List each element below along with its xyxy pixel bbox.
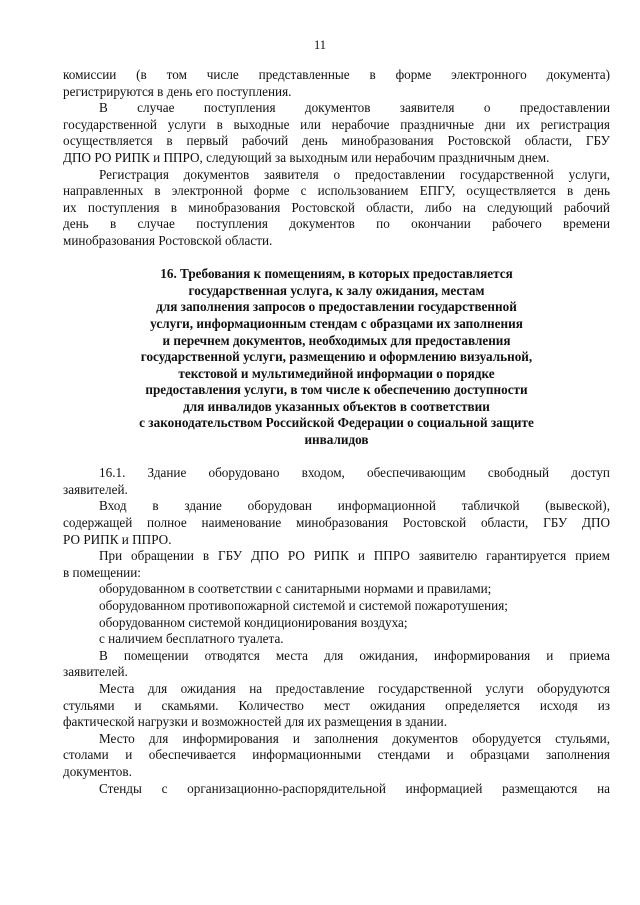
heading-line: услуги, информационным стендам с образцами их заполнения — [150, 315, 523, 331]
text-line: Место для информирования и заполнения документов оборудуется стульями, — [99, 730, 610, 746]
text-line: РО РИПК и ППРО. — [63, 531, 172, 547]
text-line: государственной услуги в выходные или нерабочие праздничные дни их регистрация — [63, 116, 610, 132]
text-line: документов. — [63, 763, 132, 779]
heading-line: 16. Требования к помещениям, в которых предоставляется — [160, 266, 513, 282]
text-line: При обращении в ГБУ ДПО РО РИПК и ППРО заявителю гарантируется прием — [99, 548, 610, 564]
heading-line: и перечнем документов, необходимых для предоставления — [162, 332, 511, 348]
text-line: Места для ожидания на предоставление государственной услуги оборудуются — [99, 680, 610, 696]
heading-line: инвалидов — [304, 432, 369, 448]
page-number: 11 — [313, 38, 327, 52]
text-line: минобразования Ростовской области. — [63, 232, 273, 248]
text-line: Регистрация документов заявителя о предоставлении государственной услуги, — [99, 166, 610, 182]
text-line: заявителей. — [63, 664, 128, 680]
text-line: 16.1. Здание оборудовано входом, обеспечивающим свободный доступ — [99, 465, 610, 481]
text-line: стульями и скамьями. Количество мест ожидания определяется исходя из — [63, 697, 610, 713]
heading-line: текстовой и мультимедийной информации о порядке — [178, 365, 495, 381]
text-line: В случае поступления документов заявителя о предоставлении — [99, 100, 610, 116]
list-item: с наличием бесплатного туалета. — [99, 631, 284, 647]
list-item: оборудованном системой кондиционирования воздуха; — [99, 614, 408, 630]
list-item: оборудованном противопожарной системой и системой пожаротушения; — [99, 598, 508, 613]
text-line: заявителей. — [63, 481, 128, 497]
text-line: фактической нагрузки и возможностей для их размещения в здании. — [63, 714, 448, 730]
text-line: регистрируются в день его поступления. — [63, 83, 292, 99]
text-line: В помещении отводятся места для ожидания, информирования и приема — [99, 647, 610, 663]
heading-line: с законодательством Российской Федерации о социальной защите — [139, 415, 534, 431]
heading-line: предоставления услуги, в том числе к обеспечению доступности — [145, 382, 528, 398]
text-line: ДПО РО РИПК и ППРО, следующий за выходным или нерабочим праздничным днем. — [63, 149, 550, 165]
text-line: в помещении: — [63, 564, 141, 580]
text-line: осуществляется в первый рабочий день минобразования Ростовской области, ГБУ — [63, 133, 610, 149]
heading-line: для заполнения запросов о предоставлении государственной — [156, 299, 517, 315]
heading-line: государственная услуга, к залу ожидания, местам — [188, 282, 485, 298]
text-line: Стенды с организационно-распорядительной информацией размещаются на — [99, 780, 610, 796]
text-line: содержащей полное наименование минобразования Ростовской области, ГБУ ДПО — [63, 515, 610, 531]
text-line: их поступления в минобразования Ростовской области, либо на следующий рабочий — [63, 199, 610, 215]
text-line: Вход в здание оборудован информационной табличкой (вывеской), — [99, 498, 610, 514]
list-item: оборудованном в соответствии с санитарными нормами и правилами; — [99, 581, 492, 597]
text-line: день в случае поступления документов по окончании рабочего времени — [63, 216, 610, 232]
text-line: столами и обеспечивается информационными стендами и образцами заполнения — [63, 747, 610, 763]
heading-line: государственной услуги, размещению и оформлению визуальной, — [140, 349, 533, 365]
text-line: комиссии (в том числе представленные в форме электронного документа) — [63, 67, 610, 82]
text-line: направленных в электронной форме с использованием ЕПГУ, осуществляется в день — [63, 183, 610, 199]
document-body — [63, 67, 610, 797]
heading-line: для инвалидов указанных объектов в соответствии — [183, 398, 490, 414]
section-heading — [63, 266, 610, 449]
